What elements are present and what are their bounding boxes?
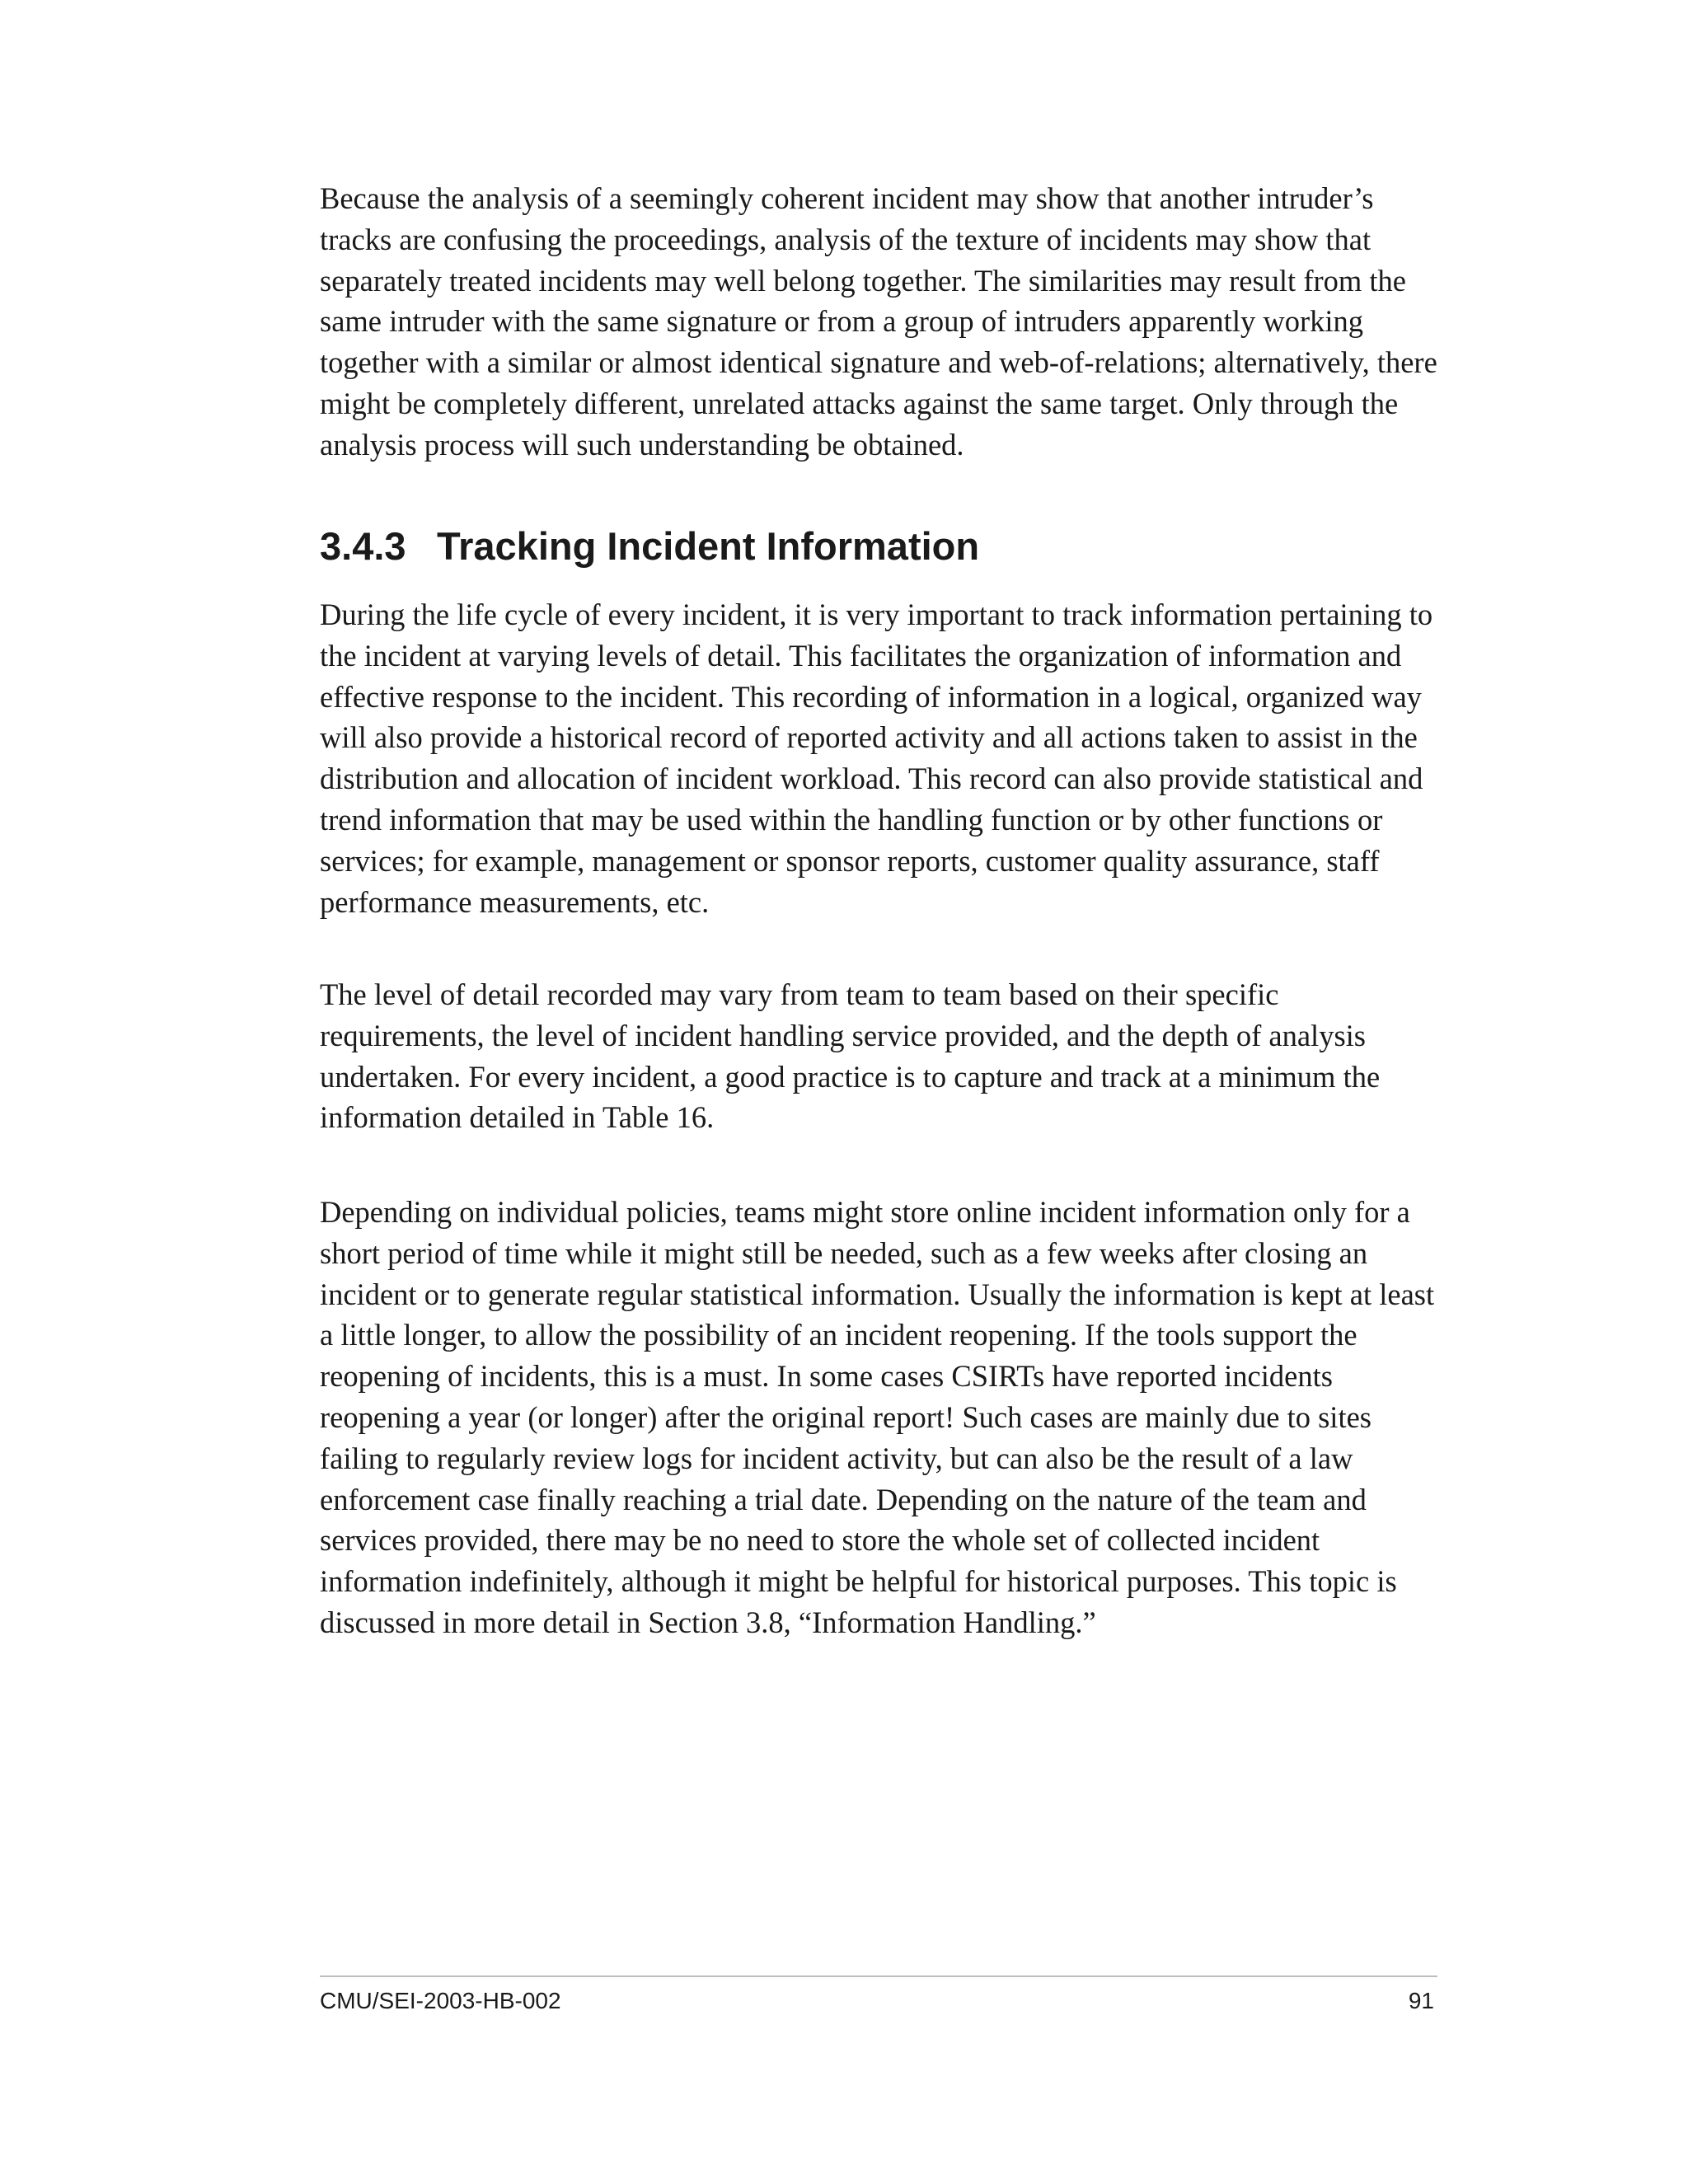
footer-divider [320, 1975, 1437, 1977]
paragraph-level-of-detail: The level of detail recorded may vary from team to team based on their specific requirements, the level of incident handling service provided, and the depth of analysis undertaken. For every incident, a good practice is to capture and track at a minimum the information detailed in Table 16. [320, 977, 1381, 1135]
footer-page-number: 91 [1408, 1988, 1434, 2013]
footer-document-id: CMU/SEI-2003-HB-002 [320, 1988, 561, 2013]
paragraph-storage-policies: Depending on individual policies, teams might store online incident information only for a short period of time while it might still be needed, such as a few weeks after closing an incident or to generate regular statistical information. Usually the information is kept at least a little longer, to allow the possibility of an incident reopening. If the tools support the reopening of incidents, this is a must. In some cases CSIRTs have reported incidents reopening a year (or longer) after the original report! Such cases are mainly due to sites failing to regularly review logs for incident activity, but can also be the result of a law enforcement case finally reaching a trial date. Depending on the nature of the team and services provided, there may be no need to store the whole set of collected incident information indefinitely, although it might be helpful for historical purposes. This topic is discussed in more detail in Section 3.8, “Information Handling.” [320, 1195, 1435, 1639]
section-title: Tracking Incident Information [437, 524, 980, 568]
paragraph-life-cycle: During the life cycle of every incident, it is very important to track information pertaining to the incident at varying levels of detail. This facilitates the organization of information and effective response to the incident. This recording of information in a logical, organized way will also provide a historical record of reported activity and all actions taken to assist in the distribution and allocation of incident workload. This record can also provide statistical and trend information that may be used within the handling function or by other functions or services; for example, management or sponsor reports, customer quality assurance, staff performance measurements, etc. [320, 598, 1433, 919]
section-heading [320, 522, 979, 571]
section-number: 3.4.3 [320, 524, 406, 568]
paragraph-analysis-texture: Because the analysis of a seemingly coherent incident may show that another intruder’s tracks are confusing the proceedings, analysis of the texture of incidents may show that separately treated incidents may well belong together. The similarities may result from the same intruder with the same signature or from a group of intruders apparently working together with a similar or almost identical signature and web-of-relations; alternatively, there might be completely different, unrelated attacks against the same target. Only through the analysis process will such understanding be obtained. [320, 181, 1437, 462]
